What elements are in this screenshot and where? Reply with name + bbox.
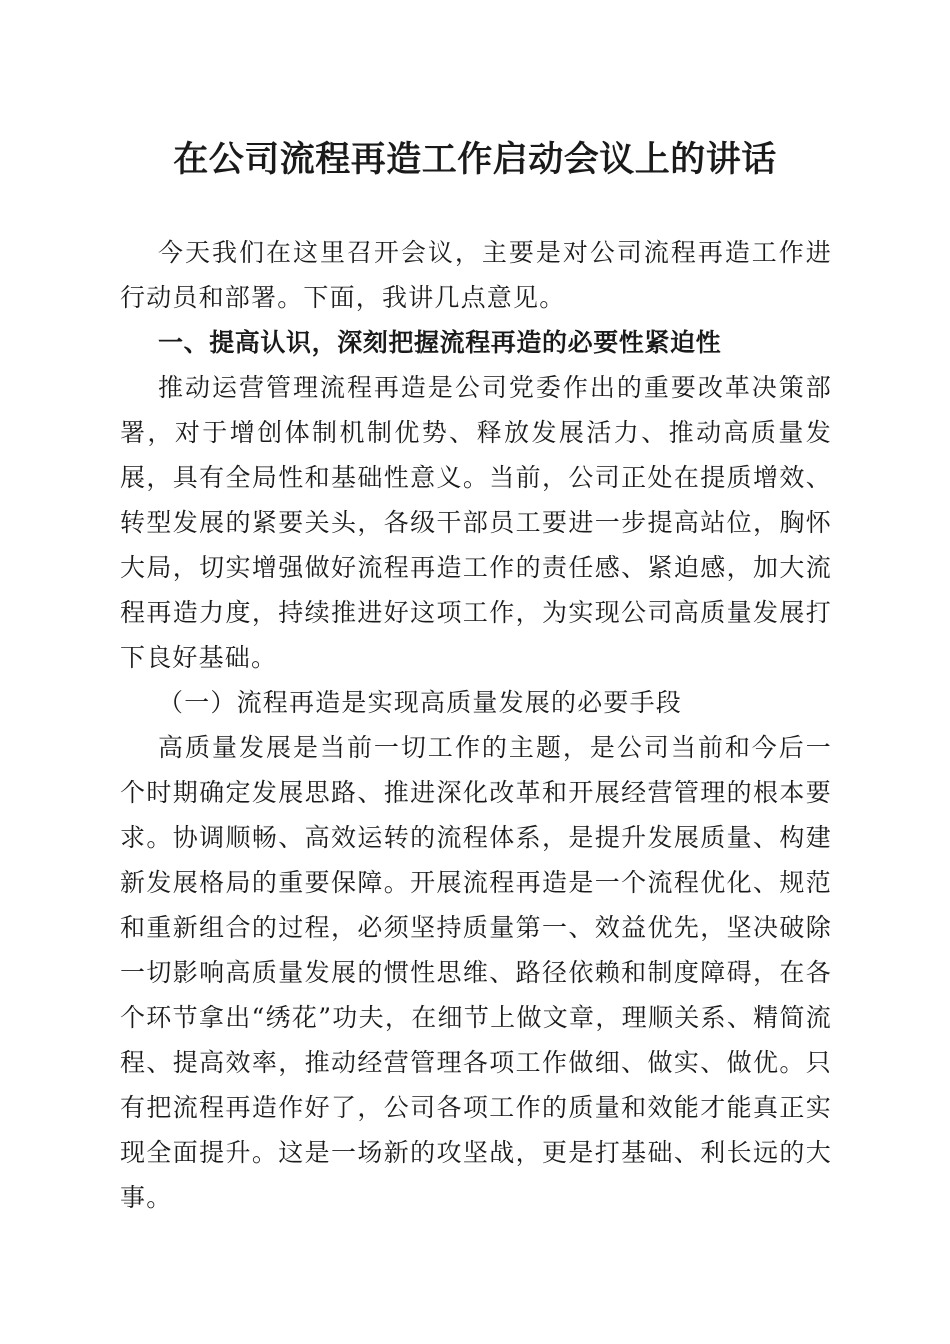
subsection-heading: （一）流程再造是实现高质量发展的必要手段 bbox=[158, 688, 683, 717]
document-body bbox=[120, 230, 832, 1220]
subsection-paragraph: 高质量发展是当前一切工作的主题，是公司当前和今后一个时期确定发展思路、推进深化改革和开展经营管理的根本要求。协调顺畅、高效运转的流程体系，是提升发展质量、构建新发展格局的重要保障。开展流程再造是一个流程优化、规范和重新组合的过程，必须坚持质量第一、效益优先，坚决破除一切影响高质量发展的惯性思维、路径依赖和制度障碍，在各个环节拿出“绣花”功夫，在细节上做文章，理顺关系、精简流程、提高效率，推动经营管理各项工作做细、做实、做优。只有把流程再造作好了，公司各项工作的质量和效能才能真正实现全面提升。这是一场新的攻坚战，更是打基础、利长远的大事。 bbox=[120, 733, 832, 1212]
section-paragraph: 推动运营管理流程再造是公司党委作出的重要改革决策部署，对于增创体制机制优势、释放发展活力、推动高质量发展，具有全局性和基础性意义。当前，公司正处在提质增效、转型发展的紧要关头，各级干部员工要进一步提高站位，胸怀大局，切实增强做好流程再造工作的责任感、紧迫感，加大流程再造力度，持续推进好这项工作，为实现公司高质量发展打下良好基础。 bbox=[120, 373, 832, 672]
document-title: 在公司流程再造工作启动会议上的讲话 bbox=[173, 139, 777, 180]
intro-paragraph: 今天我们在这里召开会议，主要是对公司流程再造工作进行动员和部署。下面，我讲几点意见。 bbox=[120, 238, 832, 312]
section-heading: 一、提高认识，深刻把握流程再造的必要性紧迫性 bbox=[158, 328, 722, 357]
